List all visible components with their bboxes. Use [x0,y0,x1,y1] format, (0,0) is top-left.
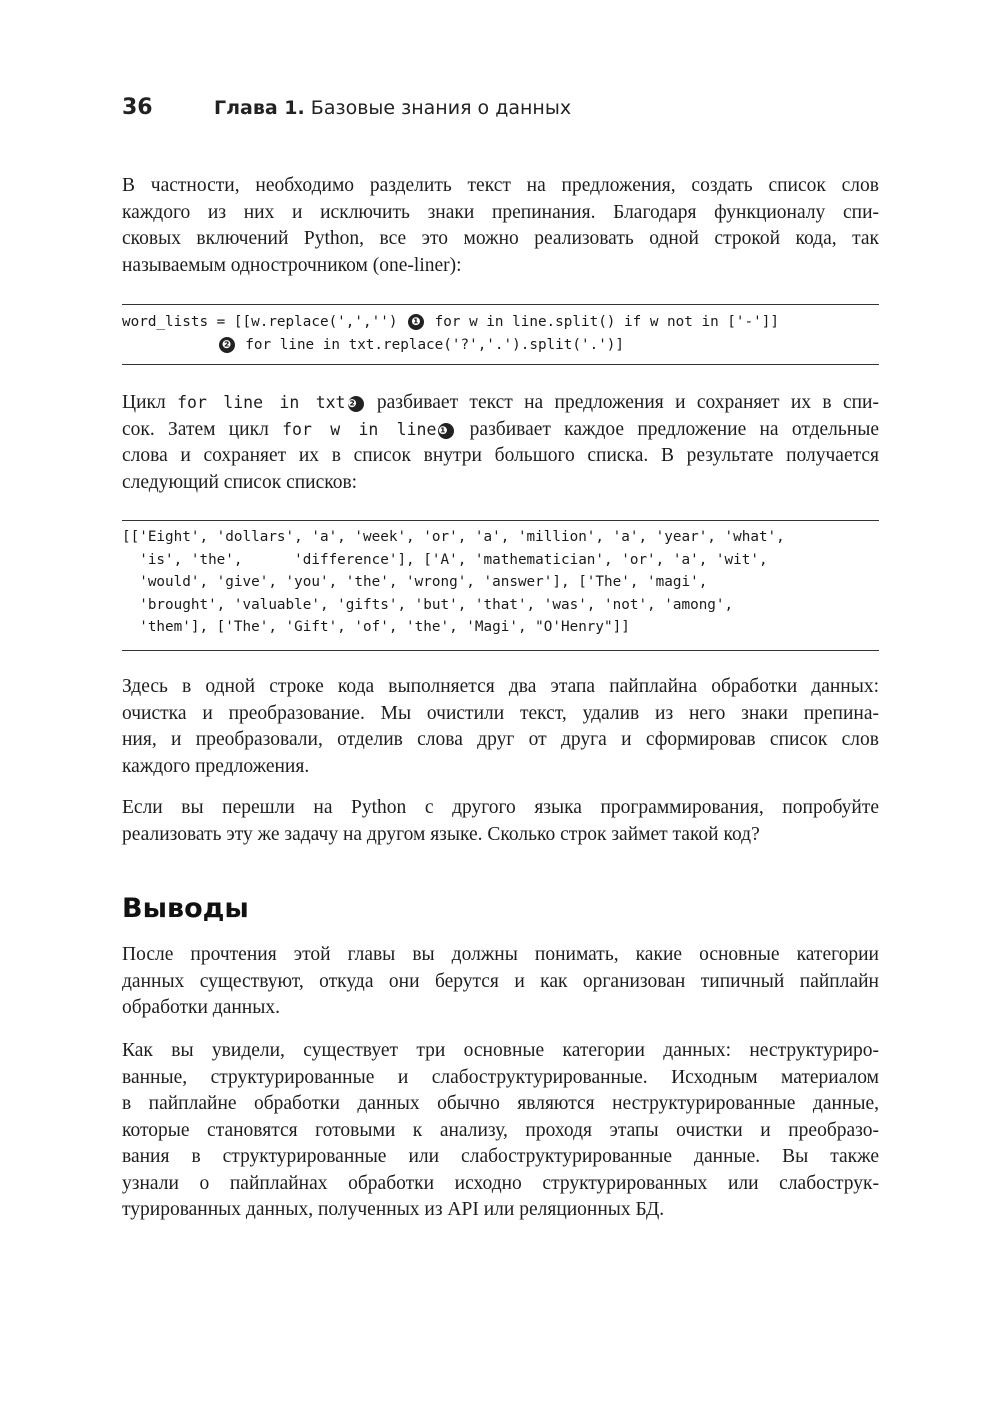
code-line: [['Eight', 'dollars', 'a', 'week', 'or', 'a', 'million', 'a', 'year', 'what', [122,529,785,545]
inline-code: for line in txt [177,393,346,412]
code-line: 'is', 'the', 'difference'], ['A', 'mathematician', 'or', 'a', 'wit', [122,551,768,568]
code-line: 'brought', 'valuable', 'gifts', 'but', 'that', 'was', 'not', 'among', [122,596,734,613]
text-line: сок. Затем цикл for w in line ❶ разбивает каждое предложение на отдельные [122,418,879,440]
text-line: которые становятся готовыми к анализу, проходя этапы очистки и преобразо- [122,1119,879,1141]
code-listing-one-liner [122,304,879,365]
text-line: данных существуют, откуда они берутся и как организован типичный пайплайн [122,970,879,992]
paragraph-pipeline [122,674,879,780]
callout-marker-2: ❷ [348,396,364,412]
text-line: турированных данных, полученных из API или реляционных БД. [122,1199,665,1220]
paragraph-explanation [122,390,879,496]
text-line: в пайплайне обработки данных обычно являются неструктурированные данные, [122,1093,879,1114]
text-line: Здесь в одной строке кода выполняется два этапа пайплайна обработки данных: [122,676,879,697]
callout-marker-1: ❶ [438,423,454,439]
text-line: слова и сохраняет их в список внутри большого списка. В результате получается [122,445,879,466]
code-listing-output [122,520,879,651]
code-line: 'would', 'give', 'you', 'the', 'wrong', 'answer'], ['The', 'magi', [122,574,708,590]
code-line: word_lists = [[w.replace(',','') ❶ for w in line.split() if w not in ['-']] [122,314,779,330]
text-line: каждого из них и исключить знаки препинания. Благодаря функционалу спи- [122,201,879,223]
section-heading: Выводы [122,893,249,924]
running-header [122,95,879,120]
code-line: ❷ for line in txt.replace('?','.').split('.')] [122,334,879,357]
text-line: Как вы увидели, существует три основные категории данных: неструктуриро- [122,1040,879,1061]
paragraph-intro [122,173,879,279]
text-line: очистка и преобразование. Мы очистили текст, удалив из него знаки препина- [122,702,879,724]
paragraph-exercise [122,795,879,848]
text-line: реализовать эту же задачу на другом языке. Сколько строк займет такой код? [122,823,760,845]
paragraph-summary-2 [122,1038,879,1224]
chapter-label: Глава 1. [214,97,305,119]
text-line: сковых включений Python, все это можно реализовать одной строкой кода, так [122,228,879,249]
callout-marker-1: ❶ [408,314,424,330]
text-line: ния, и преобразовали, отделив слова друг от друга и сформировав список слов [122,729,879,750]
text-line: называемым однострочником (one-liner): [122,254,462,276]
text-line: ванные, структурированные и слабоструктурированные. Исходным материалом [122,1066,879,1088]
text-line: обработки данных. [122,997,280,1018]
text-line: вания в структурированные или слабоструктурированные данные. Вы также [122,1146,879,1167]
page-number: 36 [122,95,153,120]
text-line: В частности, необходимо разделить текст на предложения, создать список слов [122,175,879,196]
paragraph-summary-1 [122,942,879,1022]
text-line: Цикл for line in txt ❷ разбивает текст на предложения и сохраняет их в спи- [122,392,879,413]
text-line: каждого предложения. [122,755,310,777]
chapter-title: Базовые знания о данных [310,97,572,119]
text-line: После прочтения этой главы вы должны понимать, какие основные категории [122,944,879,965]
text-line: следующий список списков: [122,471,358,493]
callout-marker-2: ❷ [219,337,235,353]
text-line: узнали о пайплайнах обработки исходно структурированных или слабострук- [122,1172,879,1194]
inline-code: for w in line [282,419,437,439]
code-line: 'them'], ['The', 'Gift', 'of', 'the', 'Magi', "O'Henry"]] [122,619,630,635]
text-line: Если вы перешли на Python с другого языка программирования, попробуйте [122,797,879,818]
